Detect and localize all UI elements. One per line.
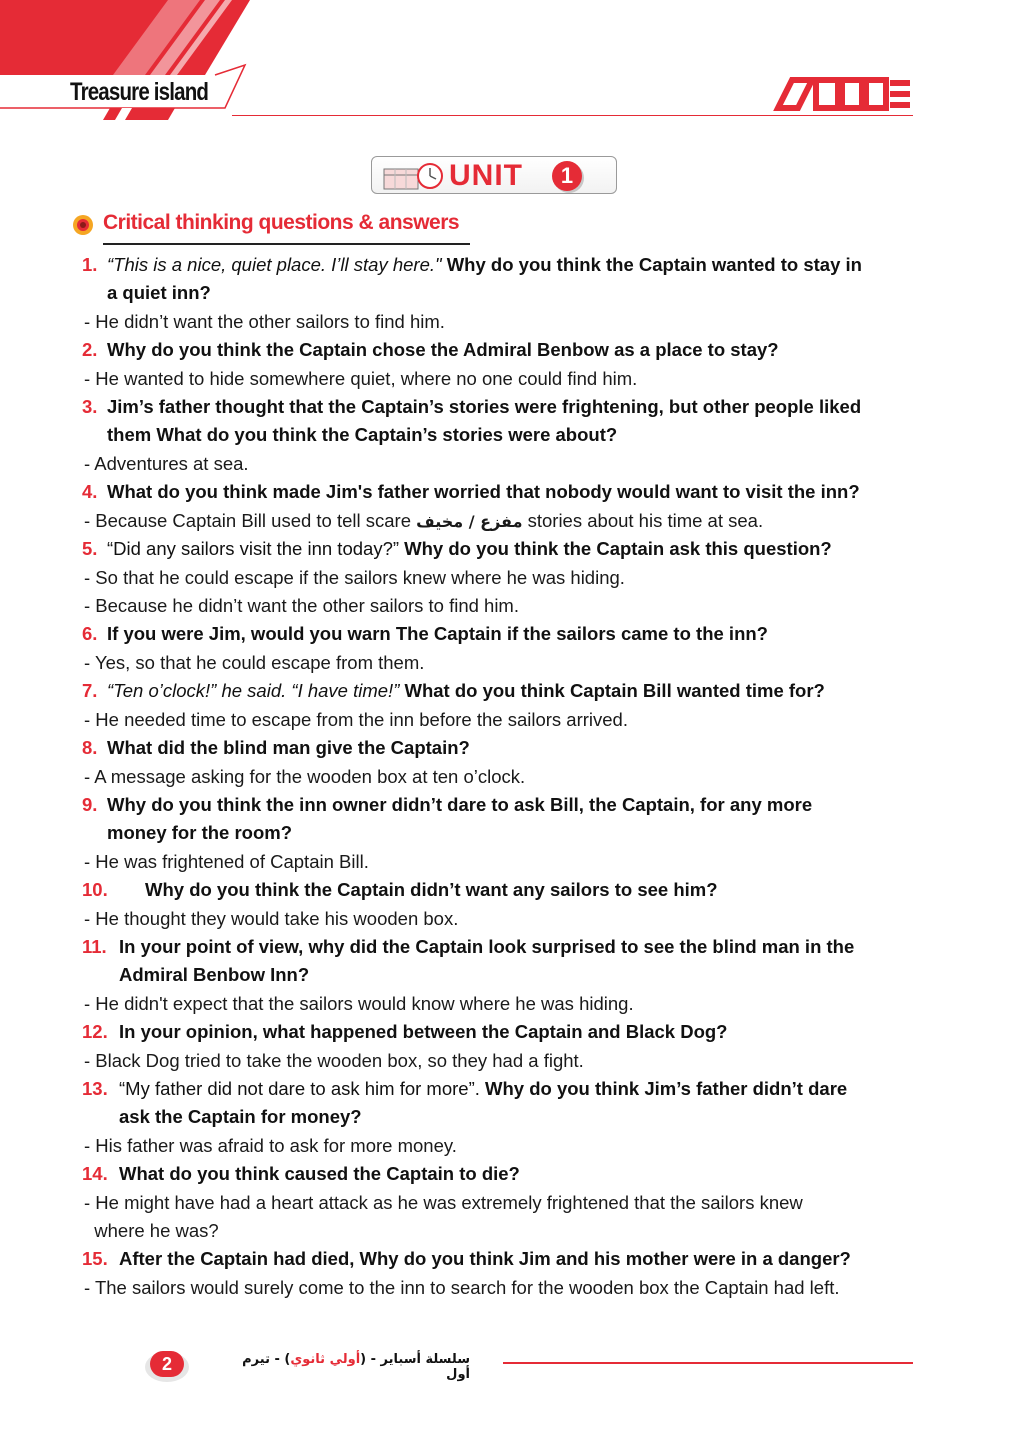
answer: - Because he didn’t want the other sailors to find him.	[84, 595, 519, 616]
question: “My father did not dare to ask him for more”. Why do you think Jim’s father didn’t dare	[119, 1078, 848, 1099]
question-number: 1.	[82, 254, 98, 275]
page-number: 2	[150, 1351, 184, 1377]
question-number: 6.	[82, 623, 98, 644]
answer: - He was frightened of Captain Bill.	[84, 851, 369, 872]
question: Why do you think the Captain didn’t want any sailors to see him?	[145, 879, 718, 900]
answer: - The sailors would surely come to the inn to search for the wooden box the Captain had left.	[84, 1277, 840, 1298]
aspire-logo	[768, 72, 913, 125]
answer: - He thought they would take his wooden box.	[84, 908, 459, 929]
answer: - He didn’t want the other sailors to find him.	[84, 311, 445, 332]
calendar-clock-icon	[380, 161, 444, 191]
answer: - Black Dog tried to take the wooden box, so they had a fight.	[84, 1050, 584, 1071]
answer: - Adventures at sea.	[84, 453, 249, 474]
answer: - A message asking for the wooden box at ten o’clock.	[84, 766, 526, 787]
question-number: 15.	[82, 1248, 108, 1269]
question: Jim’s father thought that the Captain’s stories were frightening, but other people liked	[107, 396, 862, 417]
answer: - Yes, so that he could escape from them.	[84, 652, 425, 673]
question: What did the blind man give the Captain?	[107, 737, 470, 758]
answer: - He wanted to hide somewhere quiet, where no one could find him.	[84, 368, 638, 389]
section-title: Critical thinking questions & answers	[103, 211, 460, 234]
question-continued: Admiral Benbow Inn?	[119, 964, 310, 985]
question: “Did any sailors visit the inn today?” Why do you think the Captain ask this question?	[107, 538, 832, 559]
answer: - He needed time to escape from the inn before the sailors arrived.	[84, 709, 628, 730]
sunburst-icon	[72, 214, 94, 236]
question-number: 10.	[82, 879, 108, 900]
unit-label: UNIT	[449, 159, 523, 192]
question-number: 11.	[82, 936, 107, 957]
question-continued: ask the Captain for money?	[119, 1106, 362, 1127]
answer: - He might have had a heart attack as he was extremely frightened that the sailors knew	[84, 1192, 803, 1213]
question-continued: them What do you think the Captain’s stories were about?	[107, 424, 618, 445]
unit-banner	[371, 156, 617, 194]
section-underline	[103, 243, 470, 245]
question-number: 9.	[82, 794, 98, 815]
question-number: 3.	[82, 396, 98, 417]
question-number: 13.	[82, 1078, 108, 1099]
answer-continued: where he was?	[84, 1220, 219, 1241]
answer: - Because Captain Bill used to tell scare مفزع / مخيف stories about his time at sea.	[84, 510, 764, 531]
question: “This is a nice, quiet place. I’ll stay here." Why do you think the Captain wanted to stay in	[107, 254, 862, 275]
question: “Ten o’clock!” he said. “I have time!” What do you think Captain Bill wanted time for?	[107, 680, 825, 701]
question-number: 7.	[82, 680, 98, 701]
question: In your point of view, why did the Captain look surprised to see the blind man in the	[119, 936, 855, 957]
series-label: سلسلة أسباير - (أولي ثانوي) - تيرم أول	[242, 1352, 470, 1382]
answer: - His father was afraid to ask for more money.	[84, 1135, 457, 1156]
question: If you were Jim, would you warn The Captain if the sailors came to the inn?	[107, 623, 768, 644]
question: Why do you think the inn owner didn’t dare to ask Bill, the Captain, for any more	[107, 794, 813, 815]
unit-number: 1	[552, 161, 582, 191]
question: What do you think caused the Captain to die?	[119, 1163, 520, 1184]
question: What do you think made Jim's father worried that nobody would want to visit the inn?	[107, 481, 860, 502]
footer-divider	[503, 1362, 913, 1364]
header-divider	[232, 115, 913, 116]
question-number: 2.	[82, 339, 98, 360]
question-number: 8.	[82, 737, 98, 758]
question-number: 5.	[82, 538, 98, 559]
question-number: 4.	[82, 481, 98, 502]
answer: - So that he could escape if the sailors knew where he was hiding.	[84, 567, 625, 588]
question-number: 12.	[82, 1021, 108, 1042]
question-continued: a quiet inn?	[107, 282, 211, 303]
question: In your opinion, what happened between the Captain and Black Dog?	[119, 1021, 728, 1042]
question-number: 14.	[82, 1163, 108, 1184]
question: After the Captain had died, Why do you think Jim and his mother were in a danger?	[119, 1248, 851, 1269]
arabic-translation: مفزع / مخيف	[416, 512, 523, 531]
answer: - He didn't expect that the sailors would know where he was hiding.	[84, 993, 634, 1014]
question: Why do you think the Captain chose the Admiral Benbow as a place to stay?	[107, 339, 779, 360]
question-continued: money for the room?	[107, 822, 293, 843]
book-title: Treasure island	[70, 78, 209, 106]
logo-icon	[768, 72, 913, 116]
